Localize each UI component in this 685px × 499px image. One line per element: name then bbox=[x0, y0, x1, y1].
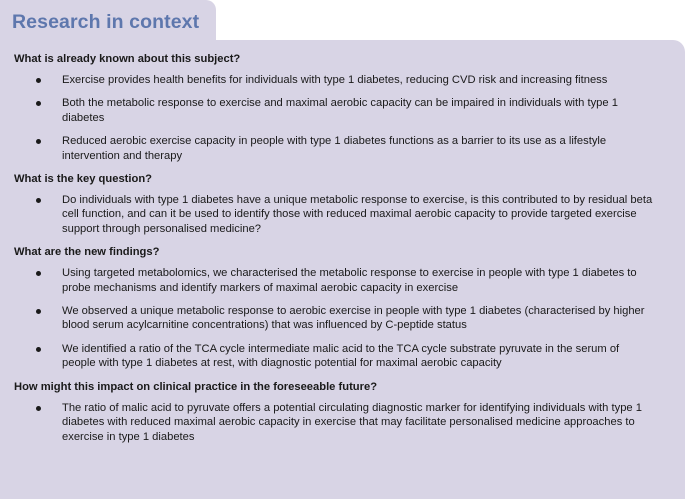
bullet-dot-icon bbox=[36, 271, 41, 276]
bullet-list bbox=[0, 266, 685, 370]
bullet-item bbox=[0, 304, 685, 333]
section-heading: What is already known about this subject? bbox=[14, 53, 241, 65]
section-known bbox=[0, 52, 685, 163]
section-clinical-impact bbox=[0, 380, 685, 444]
bullet-text: Using targeted metabolomics, we characterised the metabolic response to exercise in people with type 1 diabetes to probe mechanisms and identify markers of maximal aerobic capacity in exercise bbox=[62, 267, 637, 294]
box-title-tab bbox=[0, 0, 216, 40]
bullet-dot-icon bbox=[36, 198, 41, 203]
bullet-text: Exercise provides health benefits for individuals with type 1 diabetes, reducing CVD risk and increasing fitness bbox=[62, 74, 608, 86]
bullet-dot-icon bbox=[36, 101, 41, 106]
section-new-findings bbox=[0, 245, 685, 370]
section-heading: What are the new findings? bbox=[14, 246, 160, 259]
bullet-item bbox=[0, 342, 685, 371]
bullet-list bbox=[0, 401, 685, 444]
bullet-list bbox=[0, 193, 685, 236]
box-title: Research in context bbox=[12, 11, 200, 33]
bullet-item bbox=[0, 193, 685, 236]
bullet-item bbox=[0, 73, 685, 87]
bullet-item bbox=[0, 96, 685, 125]
bullet-item bbox=[0, 134, 685, 163]
bullet-text: We identified a ratio of the TCA cycle intermediate malic acid to the TCA cycle substrate pyruvate in the serum of people with type 1 diabetes at rest, with diagnostic potential for maximal aerobic capacity bbox=[62, 342, 620, 370]
bullet-text: The ratio of malic acid to pyruvate offers a potential circulating diagnostic marker for identifying individuals with type 1 diabetes with reduced maximal aerobic capacity in exercise that may facilitate personalised medicine approaches to exercise in type 1 diabetes bbox=[62, 401, 642, 443]
bullet-dot-icon bbox=[36, 139, 41, 144]
bullet-text: Reduced aerobic exercise capacity in people with type 1 diabetes functions as a barrier to its use as a lifestyle intervention and therapy bbox=[62, 135, 607, 162]
bullet-item bbox=[0, 266, 685, 295]
bullet-list bbox=[0, 73, 685, 163]
section-heading: How might this impact on clinical practice in the foreseeable future? bbox=[14, 380, 378, 393]
bullet-dot-icon bbox=[36, 309, 41, 314]
section-key-question bbox=[0, 172, 685, 236]
bullet-dot-icon bbox=[36, 347, 41, 352]
research-in-context-box bbox=[0, 40, 685, 499]
bullet-text: We observed a unique metabolic response to aerobic exercise in people with type 1 diabetes (characterised by higher blood serum acylcarnitine concentrations) that was influenced by C-peptide status bbox=[62, 305, 645, 332]
bullet-text: Do individuals with type 1 diabetes have a unique metabolic response to exercise, is this contributed to by residual beta cell function, and can it be used to identify those with reduced maximal aerobic capacity to provide targeted exercise support through personalised medicine? bbox=[62, 194, 653, 235]
section-heading: What is the key question? bbox=[14, 173, 152, 186]
bullet-item bbox=[0, 401, 685, 444]
bullet-dot-icon bbox=[36, 406, 41, 411]
bullet-text: Both the metabolic response to exercise and maximal aerobic capacity can be impaired in individuals with type 1 diabetes bbox=[62, 97, 618, 124]
bullet-dot-icon bbox=[36, 78, 41, 83]
